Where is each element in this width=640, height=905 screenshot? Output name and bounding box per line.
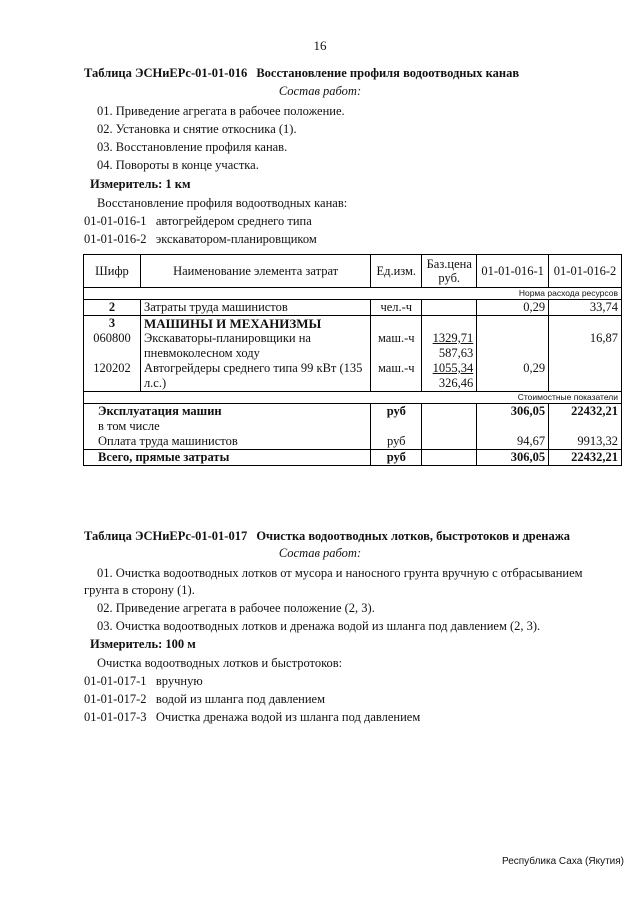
row-unit-cell — [371, 316, 422, 392]
table-code: Таблица ЭСНиЕРс-01-01-017 — [84, 529, 248, 543]
grand-total-unit: руб — [371, 450, 422, 466]
machine-unit: маш.-ч — [377, 361, 415, 375]
grand-total-value-2: 22432,21 — [549, 450, 622, 466]
section-intro: Восстановление профиля водоотводных канав: — [97, 196, 348, 210]
work-item: грунта в сторону (1). — [84, 583, 195, 597]
machine-price: 1055,34 — [432, 361, 474, 375]
footer-region: Республика Саха (Якутия) — [501, 856, 624, 867]
row-price — [422, 300, 477, 316]
totals-price-cell — [422, 404, 477, 450]
work-item: 02. Приведение агрегата в рабочее положение (2, 3). — [97, 601, 375, 615]
item-code: 01-01-016-2 — [84, 232, 147, 246]
table-title-text: Очистка водоотводных лотков, быстротоков и дренажа — [256, 529, 571, 543]
machine-value-1: 0,29 — [523, 361, 546, 375]
work-item: 03. Восстановление профиля канав. — [97, 140, 288, 154]
total-value-2: 22432,21 — [571, 404, 618, 418]
grand-total-value-1: 306,05 — [477, 450, 549, 466]
col-header: Шифр — [84, 255, 141, 288]
table-row — [84, 450, 622, 466]
item-code: 01-01-017-3 — [84, 710, 147, 724]
machine-name: Экскаваторы-планировщики на — [143, 331, 311, 345]
row-name: Затраты труда машинистов — [140, 300, 370, 316]
row-name-cell — [140, 316, 370, 392]
table-title — [84, 66, 519, 81]
machine-code: 120202 — [93, 361, 131, 375]
incl-label: в том числе — [98, 419, 160, 433]
row-price-cell — [422, 316, 477, 392]
list-item — [84, 674, 203, 689]
machine-price-wage: 587,63 — [438, 346, 474, 360]
row-value-2: 33,74 — [549, 300, 622, 316]
totals-value-1-cell — [477, 404, 549, 450]
list-item — [84, 710, 420, 725]
table-row — [84, 288, 622, 300]
totals-name-cell — [84, 404, 371, 450]
row-value-2-cell — [549, 316, 622, 392]
item-code: 01-01-017-1 — [84, 674, 147, 688]
table-row — [84, 404, 622, 450]
work-item: 01. Приведение агрегата в рабочее положение. — [97, 104, 345, 118]
total-unit: руб — [387, 434, 406, 448]
machine-price: 1329,71 — [432, 331, 474, 345]
machine-name: л.с.) — [143, 376, 167, 390]
total-value-1: 306,05 — [510, 404, 546, 418]
section-intro: Очистка водоотводных лотков и быстротоков: — [97, 656, 343, 670]
total-wages-label: Оплата труда машинистов — [98, 434, 238, 448]
total-value-2: 9913,32 — [577, 434, 618, 448]
col-header: Баз.цена руб. — [422, 255, 477, 288]
col-header: 01-01-016-1 — [477, 255, 549, 288]
total-value-1: 94,67 — [516, 434, 546, 448]
item-text: вручную — [155, 674, 203, 688]
cost-table — [83, 254, 622, 466]
section-number: 3 — [108, 316, 116, 330]
machine-name: Автогрейдеры среднего типа 99 кВт (135 — [143, 361, 363, 375]
grand-total-label: Всего, прямые затраты — [84, 450, 371, 466]
meter-label: Измеритель: 1 км — [90, 177, 191, 191]
row-value-1: 0,29 — [477, 300, 549, 316]
table-row — [84, 316, 622, 392]
work-item: 02. Установка и снятие откосника (1). — [97, 122, 297, 136]
table-title-text: Восстановление профиля водоотводных канав — [256, 66, 520, 80]
row-unit: чел.-ч — [371, 300, 422, 316]
works-heading: Состав работ: — [278, 84, 362, 98]
item-text: автогрейдером среднего типа — [155, 214, 312, 228]
row-number: 2 — [84, 300, 141, 316]
work-item: 04. Повороты в конце участка. — [97, 158, 259, 172]
machine-unit: маш.-ч — [377, 331, 415, 345]
item-text: Очистка дренажа водой из шланга под давлением — [155, 710, 421, 724]
item-text: экскаватором-планировщиком — [155, 232, 317, 246]
machine-value-2: 16,87 — [589, 331, 618, 345]
table-header-row — [84, 255, 622, 288]
works-heading: Состав работ: — [278, 546, 362, 560]
machine-name: пневмоколесном ходу — [143, 346, 260, 360]
table-code: Таблица ЭСНиЕРс-01-01-016 — [84, 66, 248, 80]
list-item — [84, 214, 312, 229]
machine-price-wage: 326,46 — [438, 376, 474, 390]
section-title: МАШИНЫ И МЕХАНИЗМЫ — [143, 316, 322, 331]
cost-label: Стоимостные показатели — [84, 392, 622, 404]
list-item — [84, 692, 325, 707]
totals-unit-cell — [371, 404, 422, 450]
grand-total-price — [422, 450, 477, 466]
norm-label: Норма расхода ресурсов — [84, 288, 622, 300]
total-unit: руб — [386, 404, 406, 418]
item-code: 01-01-016-1 — [84, 214, 147, 228]
machine-code: 060800 — [93, 331, 131, 345]
item-code: 01-01-017-2 — [84, 692, 147, 706]
list-item — [84, 232, 317, 247]
col-header: Наименование элемента затрат — [140, 255, 370, 288]
col-header: Ед.изм. — [371, 255, 422, 288]
item-text: водой из шланга под давлением — [155, 692, 325, 706]
table-row — [84, 300, 622, 316]
machine-value-2 — [552, 361, 618, 376]
total-operation-label: Эксплуатация машин — [98, 404, 222, 418]
row-code-cell — [84, 316, 141, 392]
machine-value-1 — [480, 331, 545, 346]
totals-value-2-cell — [549, 404, 622, 450]
page-number: 16 — [313, 38, 327, 53]
work-item: 01. Очистка водоотводных лотков от мусора и наносного грунта вручную с отбрасыванием — [97, 566, 583, 580]
meter-label: Измеритель: 100 м — [90, 637, 196, 651]
work-item: 03. Очистка водоотводных лотков и дренажа водой из шланга под давлением (2, 3). — [97, 619, 541, 633]
table-row — [84, 392, 622, 404]
row-value-1-cell — [477, 316, 549, 392]
table-title — [84, 529, 570, 544]
col-header: 01-01-016-2 — [549, 255, 622, 288]
